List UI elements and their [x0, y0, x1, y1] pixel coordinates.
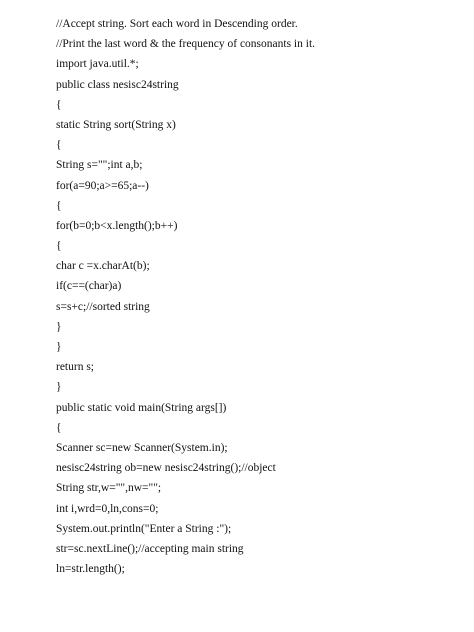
- code-line: {: [56, 421, 62, 434]
- code-line: public class nesisc24string: [56, 78, 179, 91]
- code-line: {: [56, 199, 62, 212]
- code-line: public static void main(String args[]): [56, 401, 227, 414]
- code-line: for(a=90;a>=65;a--): [56, 179, 149, 192]
- code-line: char c =x.charAt(b);: [56, 260, 150, 273]
- code-line: }: [56, 381, 62, 394]
- code-line: ln=str.length();: [56, 563, 125, 576]
- code-line: System.out.println("Enter a String :");: [56, 522, 232, 535]
- code-line: {: [56, 98, 62, 111]
- code-line: for(b=0;b<x.length();b++): [56, 219, 178, 232]
- code-line: //Accept string. Sort each word in Descending order.: [56, 18, 298, 30]
- code-line: {: [56, 240, 62, 253]
- code-line: int i,wrd=0,ln,cons=0;: [56, 502, 159, 515]
- code-line: s=s+c;//sorted string: [56, 300, 150, 313]
- code-line: return s;: [56, 361, 95, 374]
- code-line: Scanner sc=new Scanner(System.in);: [56, 441, 228, 454]
- code-line: }: [56, 320, 62, 333]
- code-line: String str,w="",nw="";: [56, 482, 162, 495]
- code-line: str=sc.nextLine();//accepting main string: [56, 542, 244, 555]
- code-line: nesisc24string ob=new nesisc24string();//object: [56, 462, 276, 475]
- code-line: String s="";int a,b;: [56, 159, 143, 172]
- code-line: if(c==(char)a): [56, 280, 122, 293]
- code-line: //Print the last word & the frequency of consonants in it.: [56, 38, 316, 51]
- code-line: import java.util.*;: [56, 58, 139, 71]
- code-listing: [56, 14, 315, 579]
- code-line: static String sort(String x): [56, 118, 176, 131]
- code-line: {: [56, 139, 62, 152]
- code-line: }: [56, 341, 62, 353]
